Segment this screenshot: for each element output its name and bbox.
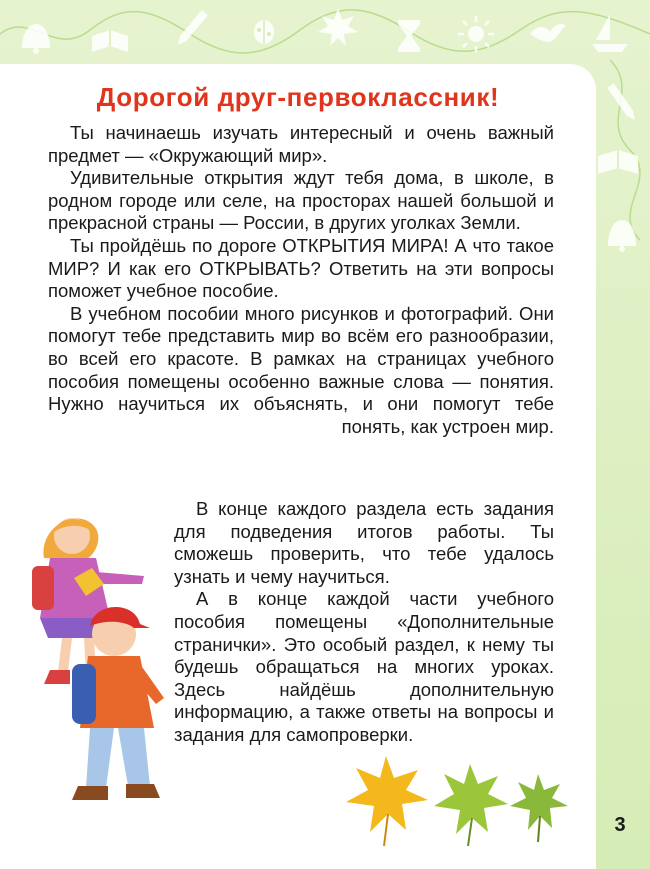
paragraph: Удивительные открытия ждут тебя дома, в школе, в родном городе или селе, на просторах нашей большой и прекрасной страны — России, в других уголках Земли.: [48, 167, 554, 234]
green-maple-leaf-icon: [510, 774, 568, 842]
paragraph: В конце каждого раздела есть задания для подведения итогов работы. Ты сможешь проверить, что тебе удалось узнать и чему научиться.: [174, 498, 554, 587]
side-text-block: [174, 498, 554, 747]
green-maple-leaf-icon: [434, 764, 508, 846]
autumn-leaves: [340, 748, 580, 848]
paragraph: В учебном пособии много рисунков и фотографий. Они помогут тебе представить мир во всём его разнообразии, во всей его красоте. В рамках на страницах учебного пособия помещены особенно важные слова — понятия. Нужно научиться их объяснять, и они помогут тебе понять, как устроен мир.: [48, 302, 554, 437]
paragraph: Ты начинаешь изучать интересный и очень важный предмет — «Окружающий мир».: [48, 122, 554, 166]
children-illustration: [14, 488, 174, 808]
paragraph: Ты пройдёшь по дороге ОТКРЫТИЯ МИРА! А что такое МИР? И как его ОТКРЫВАТЬ? Ответить на эти вопросы поможет учебное пособие.: [48, 234, 554, 302]
page-number: 3: [614, 814, 626, 836]
page-title: Дорогой друг-первоклассник!: [96, 82, 500, 112]
yellow-maple-leaf-icon: [346, 756, 428, 846]
intro-text-block: [48, 122, 554, 438]
paragraph: А в конце каждой части учебного пособия помещены «Дополнительные странички». Это особый раздел, к нему ты будешь обращаться на многих уроках. Здесь найдёшь дополнительную информацию, а также ответы на вопросы и задания для самопроверки.: [174, 588, 554, 745]
